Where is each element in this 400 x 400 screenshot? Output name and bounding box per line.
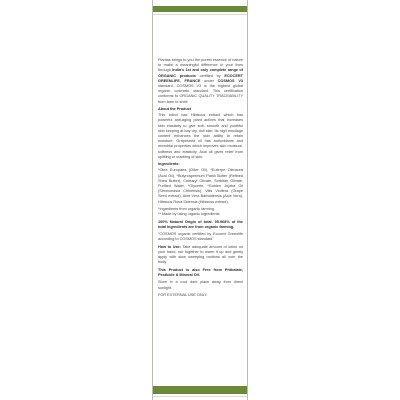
bottom-green-band xyxy=(153,386,247,394)
intro-paragraph: Plantas brings to you the purest essence of nature to make a meaningful difference in your lives through India's 1st and only complete range of ORGANIC products certified by ECOCERT GREENLIFE, FRANCE under COSMOS V3 standard. COSMOS V3 is the highest global organic cosmetic standard. This certification conforms to ORGANIC QUALITY TRACEABILITY from farm to shelf. xyxy=(158,58,243,104)
bottom-fold-line xyxy=(153,396,247,397)
how-to-use-body: Take adequate amount of lotion on your hand, rub together to warm it up and gently apply with slow sweeping motions all over the body. xyxy=(158,244,243,265)
organic-made-note: ** Made by using organic ingredients xyxy=(158,212,220,217)
ingredients-heading: Ingredients: xyxy=(158,162,180,167)
top-fold-line xyxy=(153,14,247,15)
storage-instruction: Store in a cool dark place away from direct sunlight. xyxy=(158,280,243,290)
intro-highlight-certifier: ECOCERT GREENLIFE, FRANCE xyxy=(158,73,243,83)
natural-origin-statement: 100% Natural Origin of total. 95.968% of the total ingredients are from organic farming. xyxy=(158,219,243,229)
ingredients-section xyxy=(158,162,243,205)
how-to-use-section xyxy=(158,245,243,266)
cosmos-certification: "COSMOS organic certified by Ecocert Greenlife according to COSMOS standard" xyxy=(158,232,243,242)
product-box-panel xyxy=(152,0,248,400)
organic-note: *Ingredients from organic farming. xyxy=(158,207,215,212)
free-from-statement: This Product is also Free from Phthalate, Pesticide & Mineral Oil. xyxy=(158,267,243,278)
ingredients-list: *Olea Europaea (Olive Oil), *Euterpe Oleracea (Acai Oil), *Butyrospermum Parkii Butter (Refined Shea Butter), Cetearyl Olivate, Sorbitan Olivate, Purified Water, *Glycerin, *Golden Jojoba Oil (Simmondsia Chinensis), Vitis Vinifera (Grape Seed extract), Aloe Vera Barbadensis (Aloe Vera), Hibiscus Rosa Sinensis (Hibiscus extract). xyxy=(158,168,243,204)
about-heading: About the Product xyxy=(158,107,192,112)
about-section xyxy=(158,107,243,160)
about-body: This lotion has Hibiscus extract which has powerful anti-aging plant actives that increases skin elasticity to give soft, smooth and youthful skin keeping at bay dry, dull skin. Its high mucilage content enhances the skin ability to retain moisture. Grapeseed oil has antioxidants and microbial properties which improves skin moisture, softness and elasticity. Acai oil gives relief from splitting or cracking of skin. xyxy=(158,113,243,159)
how-to-use-heading: How to Use: xyxy=(158,244,181,249)
external-use-warning: FOR EXTERNAL USE ONLY. xyxy=(158,293,208,298)
intro-highlight-standard: COSMOS V3 xyxy=(217,78,243,83)
top-green-band xyxy=(153,6,247,12)
label-text-block xyxy=(158,58,243,300)
intro-highlight-range: India's 1st and only complete range of ORGANIC products xyxy=(158,68,243,78)
